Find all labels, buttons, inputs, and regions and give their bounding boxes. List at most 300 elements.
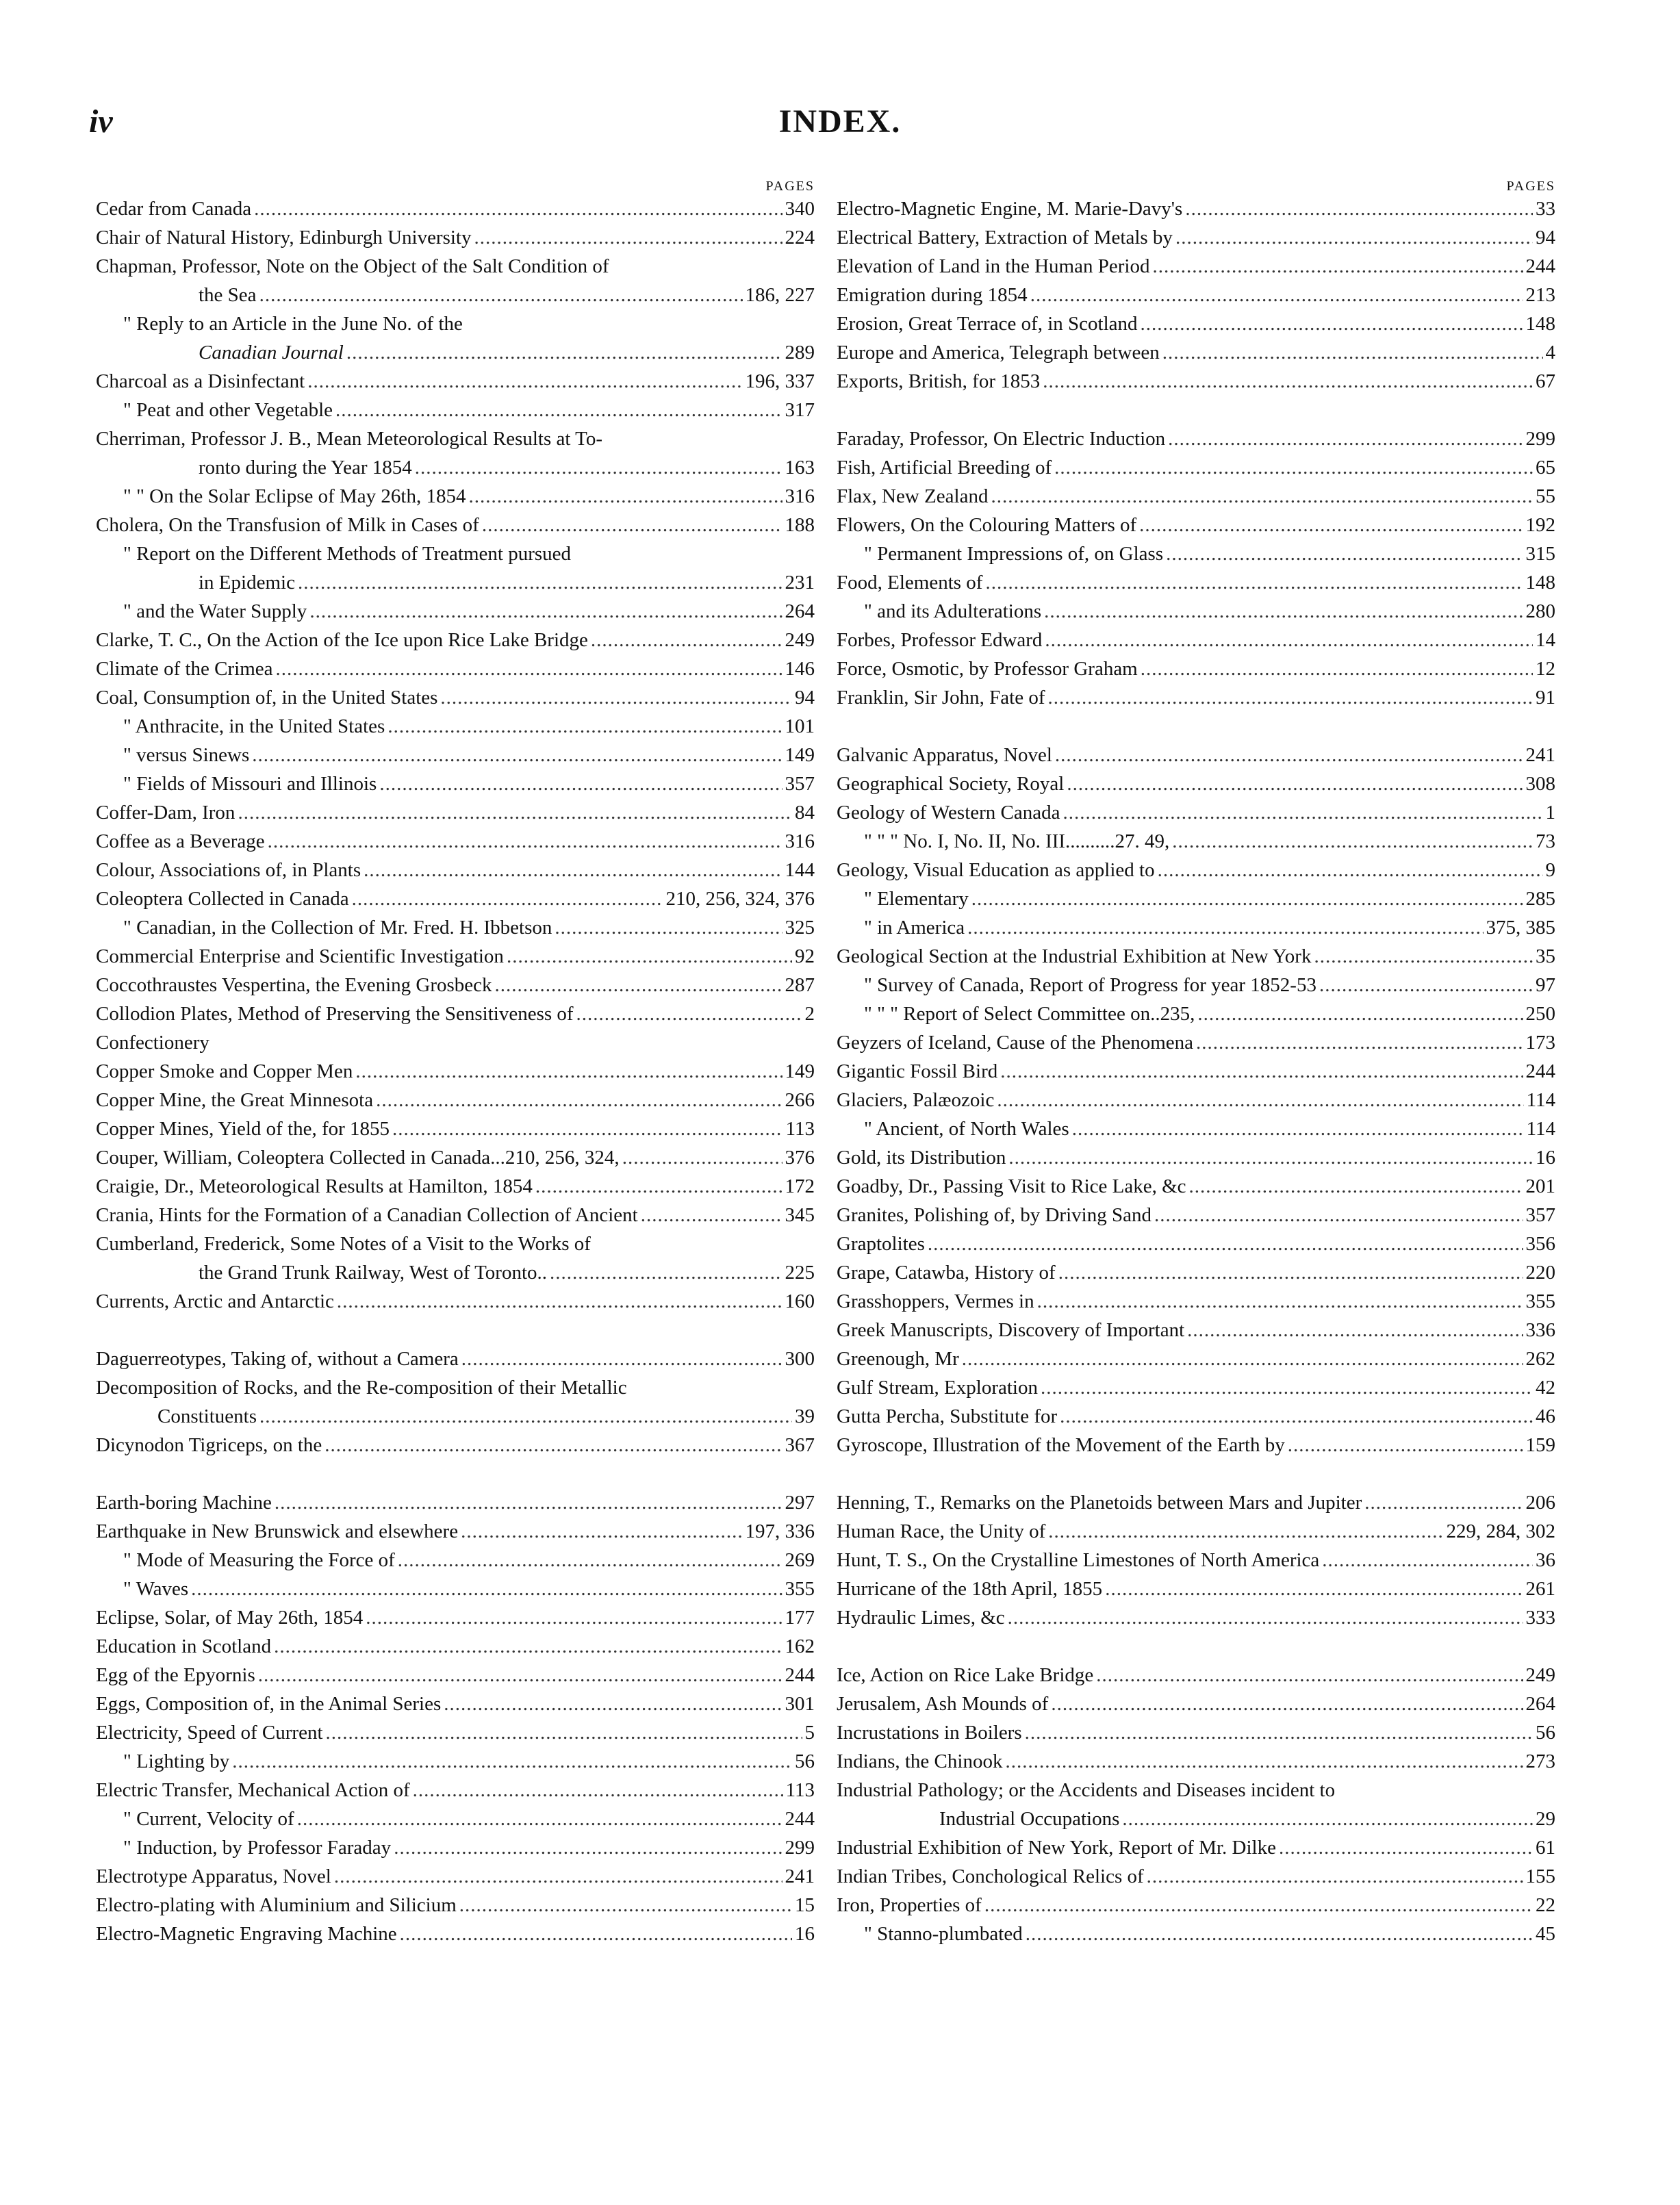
entry-pages: 213	[1525, 284, 1555, 306]
dot-leader	[191, 1575, 782, 1603]
dot-leader	[1166, 539, 1523, 568]
entry-text: Flowers, On the Colouring Matters of	[837, 514, 1137, 536]
entry-text: Eggs, Composition of, in the Animal Series	[96, 1693, 442, 1715]
entry-pages: 4	[1545, 342, 1555, 364]
entry-pages: 250	[1525, 1003, 1555, 1025]
index-entry	[96, 482, 815, 511]
entry-pages: 192	[1525, 514, 1555, 536]
entry-pages: 297	[785, 1492, 815, 1514]
index-entry	[837, 999, 1555, 1028]
entry-pages: 262	[1525, 1348, 1555, 1370]
index-entry	[96, 798, 815, 827]
index-entry	[837, 1229, 1555, 1258]
dot-leader	[962, 1344, 1523, 1373]
index-entry	[96, 597, 815, 626]
index-entry	[96, 827, 815, 856]
dot-leader	[971, 884, 1523, 913]
dot-leader	[364, 856, 782, 884]
dot-leader	[268, 827, 782, 856]
entry-pages: 84	[795, 802, 815, 824]
entry-text: Greenough, Mr	[837, 1348, 959, 1370]
entry-text: Earth-boring Machine	[96, 1492, 272, 1514]
dot-leader	[1314, 942, 1533, 971]
index-entry	[837, 1833, 1555, 1862]
entry-pages: 97	[1536, 974, 1555, 996]
entry-pages: 289	[785, 342, 815, 364]
entry-text: in Epidemic	[199, 572, 295, 594]
index-entry	[837, 913, 1555, 942]
entry-text: Cedar from Canada	[96, 198, 252, 220]
entry-pages: 148	[1525, 313, 1555, 335]
entry-text: Force, Osmotic, by Professor Graham	[837, 658, 1138, 680]
entry-text: " Report on the Different Methods of Treatment pursued	[123, 543, 572, 565]
entry-gap	[96, 1460, 815, 1488]
index-entry	[837, 539, 1555, 568]
entry-text: Henning, T., Remarks on the Planetoids between Mars and Jupiter	[837, 1492, 1362, 1514]
dot-leader	[1154, 1201, 1523, 1229]
index-entry	[837, 1862, 1555, 1891]
entry-pages: 225	[785, 1262, 815, 1284]
entry-text: " Mode of Measuring the Force of	[123, 1549, 395, 1571]
entry-pages: 56	[1536, 1722, 1555, 1744]
index-entry	[96, 1028, 815, 1057]
dot-leader	[1122, 1805, 1533, 1833]
entry-text: Chair of Natural History, Edinburgh University	[96, 227, 472, 248]
index-entry	[96, 1431, 815, 1460]
dot-leader	[461, 1344, 782, 1373]
dot-leader	[355, 1057, 782, 1086]
entry-pages: 229, 284, 302	[1446, 1520, 1555, 1542]
index-entry	[837, 511, 1555, 539]
entry-pages: 149	[785, 744, 815, 766]
entry-text: Climate of the Crimea	[96, 658, 273, 680]
dot-leader	[337, 1287, 782, 1316]
entry-text: Incrustations in Boilers	[837, 1722, 1022, 1744]
index-entry	[837, 1661, 1555, 1690]
index-entry	[96, 741, 815, 769]
entry-pages: 16	[1536, 1147, 1555, 1169]
dot-leader	[394, 1833, 782, 1862]
entry-text: " and its Adulterations	[864, 600, 1042, 622]
index-entry	[96, 1920, 815, 1948]
index-entry	[837, 1488, 1555, 1517]
index-entry	[96, 252, 815, 281]
dot-leader	[1175, 223, 1533, 252]
entry-pages: 220	[1525, 1262, 1555, 1284]
entry-text: Human Race, the Unity of	[837, 1520, 1046, 1542]
entry-pages: 355	[785, 1578, 815, 1600]
index-entry	[837, 769, 1555, 798]
index-entry	[837, 1920, 1555, 1948]
entry-text: Education in Scotland	[96, 1635, 272, 1657]
entry-pages: 244	[785, 1664, 815, 1686]
index-entry	[96, 856, 815, 884]
dot-leader	[967, 913, 1483, 942]
dot-leader	[392, 1114, 783, 1143]
entry-text: Jerusalem, Ash Mounds of	[837, 1693, 1049, 1715]
entry-text: Decomposition of Rocks, and the Re-composition of their Metallic	[96, 1377, 627, 1399]
entry-pages: 299	[1525, 428, 1555, 450]
entry-pages: 92	[795, 945, 815, 967]
entry-text: Gulf Stream, Exploration	[837, 1377, 1038, 1399]
dot-leader	[326, 1718, 802, 1747]
dot-leader	[1054, 453, 1533, 482]
dot-leader	[459, 1891, 792, 1920]
dot-leader	[297, 1805, 782, 1833]
dot-leader	[1196, 1028, 1523, 1057]
index-entry	[837, 1891, 1555, 1920]
entry-text: Currents, Arctic and Antarctic	[96, 1290, 334, 1312]
index-entry	[837, 1344, 1555, 1373]
entry-pages: 375, 385	[1486, 917, 1555, 939]
dot-leader	[254, 194, 782, 223]
dot-leader	[1060, 1402, 1533, 1431]
index-entry	[837, 1316, 1555, 1344]
entry-text: Electro-Magnetic Engine, M. Marie-Davy's	[837, 198, 1183, 220]
entry-pages: 244	[1525, 255, 1555, 277]
entry-text: Crania, Hints for the Formation of a Canadian Collection of Ancient	[96, 1204, 638, 1226]
entry-pages: 146	[785, 658, 815, 680]
entry-text: Forbes, Professor Edward	[837, 629, 1043, 651]
entry-pages: 55	[1536, 485, 1555, 507]
entry-text: Gold, its Distribution	[837, 1147, 1006, 1169]
entry-text: Electricity, Speed of Current	[96, 1722, 323, 1744]
entry-pages: 5	[804, 1722, 815, 1744]
entry-text: Indians, the Chinook	[837, 1750, 1003, 1772]
entry-text: Fish, Artificial Breeding of	[837, 457, 1052, 479]
dot-leader	[275, 1488, 782, 1517]
dot-leader	[276, 654, 782, 683]
entry-pages: 173	[1525, 1032, 1555, 1054]
dot-leader	[1048, 1517, 1443, 1546]
entry-pages: 39	[795, 1405, 815, 1427]
index-entry	[837, 1057, 1555, 1086]
index-entry	[96, 1862, 815, 1891]
entry-text: " Induction, by Professor Faraday	[123, 1837, 392, 1859]
index-entry	[96, 1603, 815, 1632]
index-entry	[837, 252, 1555, 281]
dot-leader	[1030, 281, 1523, 309]
index-entry	[837, 856, 1555, 884]
index-list-left	[96, 194, 815, 1948]
index-entry	[837, 453, 1555, 482]
entry-pages: 356	[1525, 1233, 1555, 1255]
index-entry	[96, 1201, 815, 1229]
index-entry	[96, 1114, 815, 1143]
dot-leader	[387, 712, 782, 741]
dot-leader	[985, 568, 1523, 597]
dot-leader	[550, 1258, 782, 1287]
index-entry	[96, 223, 815, 252]
dot-leader	[1072, 1114, 1524, 1143]
index-entry	[96, 712, 815, 741]
index-entry	[837, 1776, 1555, 1805]
entry-text: Faraday, Professor, On Electric Induction	[837, 428, 1166, 450]
entry-pages: 224	[785, 227, 815, 248]
entry-pages: 94	[1536, 227, 1555, 248]
entry-text: Couper, William, Coleoptera Collected in Canada...210, 256, 324,	[96, 1147, 620, 1169]
entry-pages: 376	[785, 1147, 815, 1169]
entry-pages: 206	[1525, 1492, 1555, 1514]
entry-text: Dicynodon Tigriceps, on the	[96, 1434, 322, 1456]
dot-leader	[324, 1431, 782, 1460]
entry-text: " Waves	[123, 1578, 189, 1600]
dot-leader	[535, 1172, 782, 1201]
entry-text: Coleoptera Collected in Canada	[96, 888, 349, 910]
index-entry	[837, 482, 1555, 511]
entry-pages: 300	[785, 1348, 815, 1370]
index-list-right	[837, 194, 1555, 1948]
entry-text: Industrial Pathology; or the Accidents and Diseases incident to	[837, 1779, 1336, 1801]
index-entry	[837, 1143, 1555, 1172]
entry-text: Exports, British, for 1853	[837, 370, 1041, 392]
entry-pages: 36	[1536, 1549, 1555, 1571]
index-entry	[837, 1690, 1555, 1718]
entry-pages: 149	[785, 1060, 815, 1082]
index-entry	[96, 1172, 815, 1201]
dot-leader	[507, 942, 792, 971]
entry-pages: 163	[785, 457, 815, 479]
entry-pages: 333	[1525, 1607, 1555, 1629]
index-entry	[837, 338, 1555, 367]
dot-leader	[413, 1776, 783, 1805]
dot-leader	[991, 482, 1533, 511]
entry-pages: 148	[1525, 572, 1555, 594]
entry-text: " in America	[864, 917, 965, 939]
entry-pages: 2	[804, 1003, 815, 1025]
dot-leader	[984, 1891, 1533, 1920]
entry-pages: 91	[1536, 687, 1555, 709]
entry-text: Cumberland, Frederick, Some Notes of a Visit to the Works of	[96, 1233, 591, 1255]
page-title: INDEX.	[778, 103, 902, 140]
entry-pages: 45	[1536, 1923, 1555, 1945]
entry-text: " Ancient, of North Wales	[864, 1118, 1069, 1140]
entry-pages: 367	[785, 1434, 815, 1456]
index-entry	[96, 1086, 815, 1114]
entry-text: Eclipse, Solar, of May 26th, 1854	[96, 1607, 364, 1629]
entry-pages: 264	[785, 600, 815, 622]
entry-text: Copper Mines, Yield of the, for 1855	[96, 1118, 390, 1140]
dot-leader	[444, 1690, 782, 1718]
dot-leader	[1000, 1057, 1523, 1086]
dot-leader	[366, 1603, 782, 1632]
entry-pages: 196, 337	[745, 370, 815, 392]
entry-pages: 46	[1536, 1405, 1555, 1427]
entry-text: Copper Mine, the Great Minnesota	[96, 1089, 374, 1111]
entry-text: Coffee as a Beverage	[96, 830, 265, 852]
dot-leader	[1141, 309, 1523, 338]
entry-text: Gutta Percha, Substitute for	[837, 1405, 1058, 1427]
entry-pages: 266	[785, 1089, 815, 1111]
entry-text: Colour, Associations of, in Plants	[96, 859, 361, 881]
dot-leader	[1067, 769, 1523, 798]
entry-text: Granites, Polishing of, by Driving Sand	[837, 1204, 1151, 1226]
index-entry	[837, 1747, 1555, 1776]
entry-text: Commercial Enterprise and Scientific Investigation	[96, 945, 504, 967]
index-entry	[96, 194, 815, 223]
dot-leader	[641, 1201, 782, 1229]
entry-pages: 201	[1525, 1175, 1555, 1197]
index-entry	[837, 1373, 1555, 1402]
entry-pages: 241	[785, 1865, 815, 1887]
entry-text: Electro-plating with Aluminium and Silicium	[96, 1894, 457, 1916]
pages-label: PAGES	[765, 179, 815, 194]
index-entry	[837, 1114, 1555, 1143]
entry-text: Earthquake in New Brunswick and elsewhere	[96, 1520, 459, 1542]
dot-leader	[346, 338, 782, 367]
dot-leader	[1025, 1718, 1533, 1747]
entry-pages: 357	[1525, 1204, 1555, 1226]
entry-text: Geology of Western Canada	[837, 802, 1060, 824]
entry-text: " versus Sinews	[123, 744, 250, 766]
entry-text: " Survey of Canada, Report of Progress for year 1852-53	[864, 974, 1316, 996]
index-entry	[837, 1172, 1555, 1201]
dot-leader	[259, 1402, 792, 1431]
entry-pages: 325	[785, 917, 815, 939]
entry-pages: 280	[1525, 600, 1555, 622]
entry-pages: 340	[785, 198, 815, 220]
dot-leader	[232, 1747, 792, 1776]
index-entry	[96, 1891, 815, 1920]
entry-pages: 316	[785, 830, 815, 852]
index-entry	[837, 1431, 1555, 1460]
entry-pages: 35	[1536, 945, 1555, 967]
dot-leader	[309, 597, 782, 626]
entry-text: Electric Transfer, Mechanical Action of	[96, 1779, 410, 1801]
entry-pages: 317	[785, 399, 815, 421]
entry-text: " Elementary	[864, 888, 969, 910]
index-entry	[96, 913, 815, 942]
dot-leader	[928, 1229, 1523, 1258]
pages-label: PAGES	[1506, 179, 1555, 194]
dot-leader	[1288, 1431, 1523, 1460]
entry-text: Geological Section at the Industrial Exhibition at New York	[837, 945, 1312, 967]
dot-leader	[307, 367, 742, 396]
dot-leader	[1058, 1258, 1523, 1287]
entry-pages: 197, 336	[745, 1520, 815, 1542]
entry-pages: 16	[795, 1923, 815, 1945]
entry-text: " " " No. I, No. II, No. III..........27. 49,	[864, 830, 1170, 852]
index-entry	[96, 1661, 815, 1690]
index-entry	[96, 281, 815, 309]
dot-leader	[259, 281, 743, 309]
entry-pages: 210, 256, 324, 376	[665, 888, 815, 910]
dot-leader	[1279, 1833, 1533, 1862]
index-entry	[96, 1575, 815, 1603]
entry-text: Gigantic Fossil Bird	[837, 1060, 998, 1082]
index-entry	[96, 1690, 815, 1718]
entry-text: Craigie, Dr., Meteorological Results at Hamilton, 1854	[96, 1175, 533, 1197]
dot-leader	[1152, 252, 1523, 281]
entry-text: Coffer-Dam, Iron	[96, 802, 236, 824]
index-entry	[837, 798, 1555, 827]
index-entry	[837, 1603, 1555, 1632]
entry-text: Graptolites	[837, 1233, 925, 1255]
index-entry	[96, 453, 815, 482]
entry-text: ronto during the Year 1854	[199, 457, 412, 479]
dot-leader	[1096, 1661, 1523, 1690]
entry-text: Galvanic Apparatus, Novel	[837, 744, 1052, 766]
entry-text: Iron, Properties of	[837, 1894, 982, 1916]
index-entry	[96, 1833, 815, 1862]
dot-leader	[1185, 194, 1533, 223]
entry-text: Cherriman, Professor J. B., Mean Meteorological Results at To-	[96, 428, 603, 450]
entry-pages: 1	[1545, 802, 1555, 824]
entry-pages: 273	[1525, 1750, 1555, 1772]
entry-pages: 114	[1526, 1089, 1555, 1111]
dot-leader	[1048, 683, 1533, 712]
entry-pages: 177	[785, 1607, 815, 1629]
entry-text: Constituents	[157, 1405, 257, 1427]
entry-text: Emigration during 1854	[837, 284, 1028, 306]
index-entry	[96, 1344, 815, 1373]
dot-leader	[1055, 741, 1523, 769]
dot-leader	[591, 626, 782, 654]
entry-text: " Fields of Missouri and Illinois	[123, 773, 377, 795]
dot-leader	[1141, 654, 1533, 683]
entry-text: Europe and America, Telegraph between	[837, 342, 1160, 364]
entry-pages: 61	[1536, 1837, 1555, 1859]
dot-leader	[258, 1661, 782, 1690]
dot-leader	[1197, 999, 1523, 1028]
entry-pages: 12	[1536, 658, 1555, 680]
entry-pages: 241	[1525, 744, 1555, 766]
index-entry	[96, 1402, 815, 1431]
entry-text: Gyroscope, Illustration of the Movement of the Earth by	[837, 1434, 1285, 1456]
entry-text: Coccothraustes Vespertina, the Evening Grosbeck	[96, 974, 492, 996]
entry-gap	[96, 1316, 815, 1344]
entry-text: Clarke, T. C., On the Action of the Ice upon Rice Lake Bridge	[96, 629, 588, 651]
dot-leader	[1319, 971, 1533, 999]
entry-text: Copper Smoke and Copper Men	[96, 1060, 353, 1082]
dot-leader	[1041, 1373, 1533, 1402]
entry-pages: 264	[1525, 1693, 1555, 1715]
dot-leader	[252, 741, 782, 769]
entry-text: Erosion, Great Terrace of, in Scotland	[837, 313, 1138, 335]
index-entry	[96, 626, 815, 654]
entry-text: Hurricane of the 18th April, 1855	[837, 1578, 1103, 1600]
entry-gap	[837, 1460, 1555, 1488]
entry-pages: 113	[785, 1779, 815, 1801]
entry-text: " Canadian, in the Collection of Mr. Fred. H. Ibbetson	[123, 917, 552, 939]
dot-leader	[352, 884, 663, 913]
dot-leader	[1008, 1143, 1533, 1172]
index-entry	[837, 568, 1555, 597]
entry-pages: 287	[785, 974, 815, 996]
index-entry	[837, 971, 1555, 999]
dot-leader	[238, 798, 792, 827]
entry-pages: 56	[795, 1750, 815, 1772]
dot-leader	[1168, 424, 1523, 453]
index-entry	[96, 1776, 815, 1805]
entry-text: Geyzers of Iceland, Cause of the Phenomena	[837, 1032, 1193, 1054]
index-entry	[96, 1632, 815, 1661]
index-entry	[96, 568, 815, 597]
index-entry	[96, 1287, 815, 1316]
entry-pages: 15	[795, 1894, 815, 1916]
entry-text: Industrial Exhibition of New York, Report of Mr. Dilke	[837, 1837, 1276, 1859]
entry-text: " Lighting by	[123, 1750, 230, 1772]
entry-pages: 336	[1525, 1319, 1555, 1341]
entry-pages: 94	[795, 687, 815, 709]
index-entry	[96, 999, 815, 1028]
index-entry	[96, 1229, 815, 1258]
index-entry	[837, 1805, 1555, 1833]
index-entry	[837, 683, 1555, 712]
entry-text: " and the Water Supply	[123, 600, 307, 622]
index-entry	[837, 1718, 1555, 1747]
dot-leader	[298, 568, 782, 597]
